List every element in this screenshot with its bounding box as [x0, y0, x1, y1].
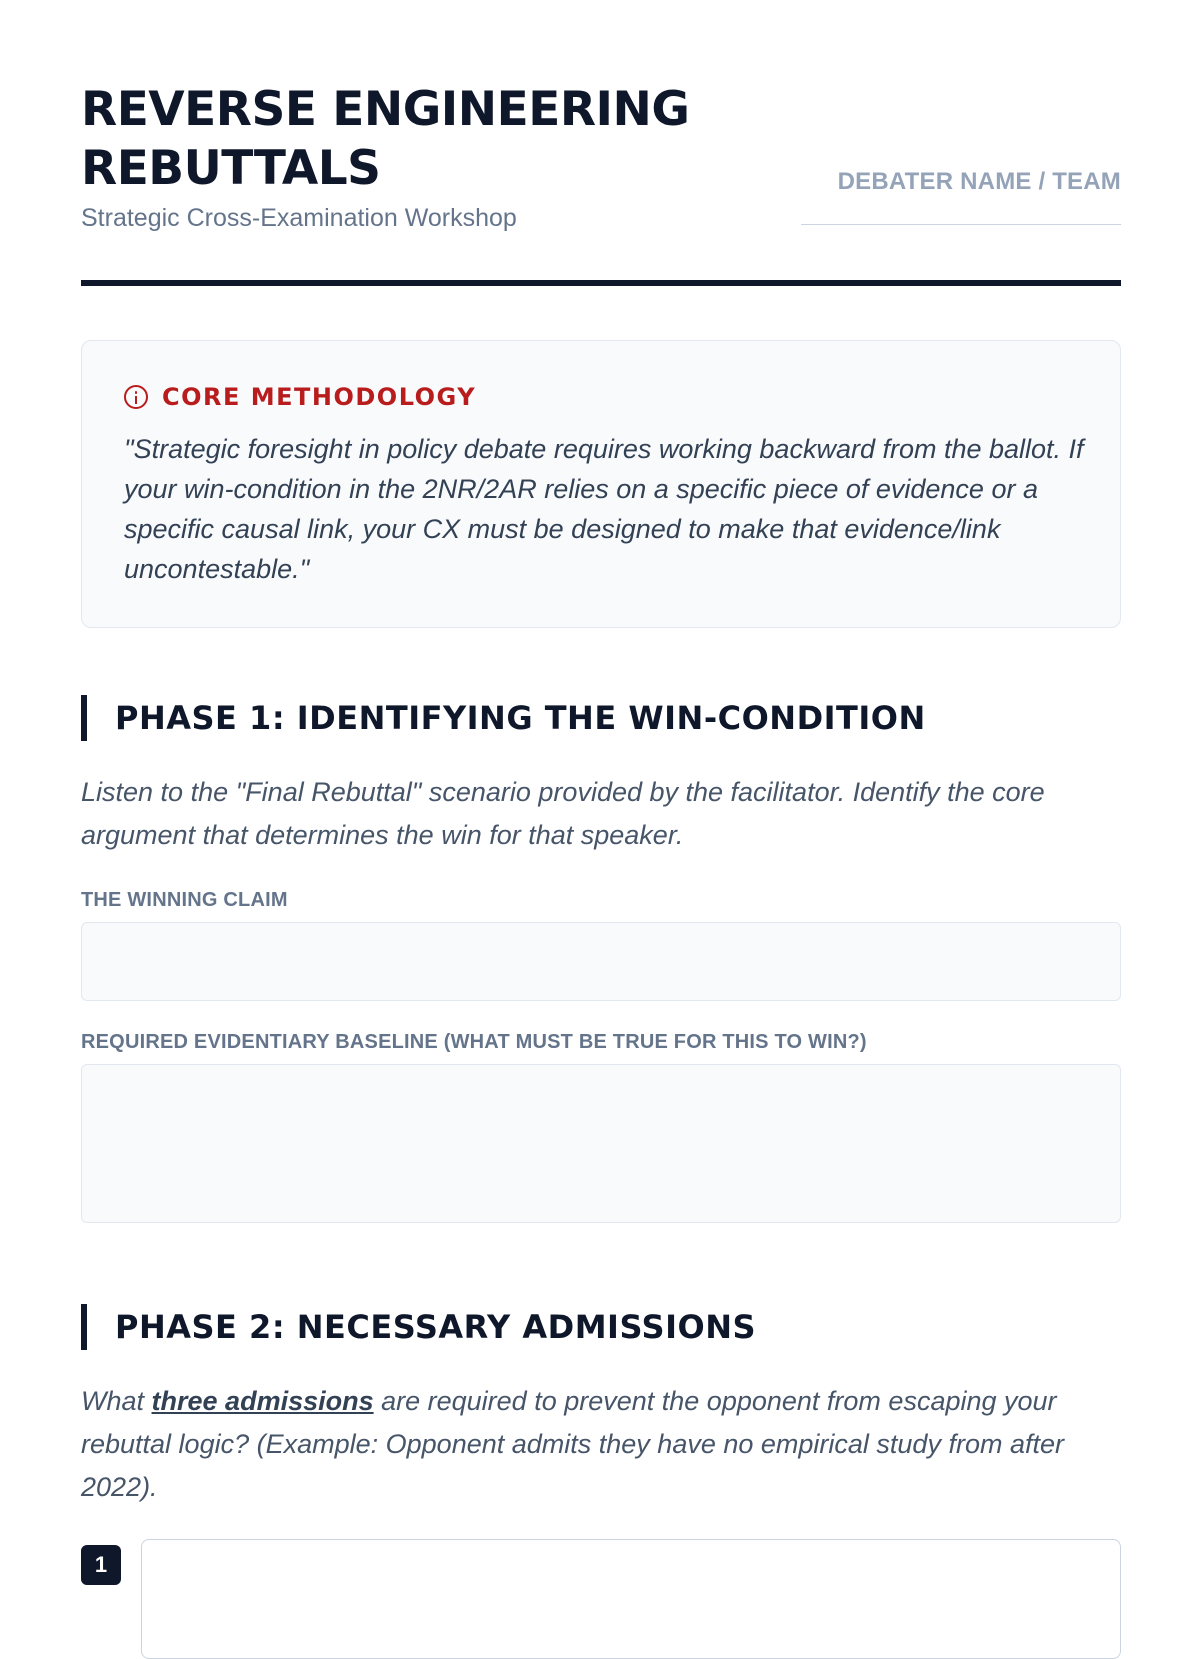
debater-name-block: [801, 168, 1121, 225]
evidentiary-baseline-label: REQUIRED EVIDENTIARY BASELINE (WHAT MUST BE TRUE FOR THIS TO WIN?): [81, 1031, 867, 1053]
title-line-1: REVERSE ENGINEERING: [81, 82, 690, 137]
phase-2-title: PHASE 2: NECESSARY ADMISSIONS: [115, 1308, 757, 1346]
phase-1-heading: [81, 695, 1121, 741]
phase-accent-bar: [81, 695, 87, 741]
worksheet-header: [81, 80, 1121, 286]
admission-number-badge: 1: [81, 1545, 121, 1585]
core-methodology-callout: [81, 340, 1121, 628]
methodology-quote: "Strategic foresight in policy debate requires working backward from the ballot. If your win-condition in the 2NR/2AR relies on a specific piece of evidence or a specific causal link, your CX must be designed to make that evidence/link uncontestable.": [124, 434, 1084, 584]
phase-2-description: [81, 1380, 1121, 1509]
winning-claim-label: THE WINNING CLAIM: [81, 889, 288, 911]
phase-2-heading: [81, 1304, 1121, 1350]
debater-name-field[interactable]: [801, 224, 1121, 225]
phase-1-title: PHASE 1: IDENTIFYING THE WIN-CONDITION: [115, 699, 926, 737]
page-title: [81, 80, 761, 198]
phase-2-description-emphasis: three admissions: [151, 1386, 374, 1416]
debater-name-label: DEBATER NAME / TEAM: [837, 168, 1121, 195]
phase-accent-bar: [81, 1304, 87, 1350]
worksheet-page: [81, 80, 1121, 1659]
phase-1-description: Listen to the "Final Rebuttal" scenario provided by the facilitator. Identify the core argument that determines the win for that speaker.: [81, 777, 1045, 850]
phase-2-section: [81, 1304, 1121, 1659]
winning-claim-input[interactable]: [81, 922, 1121, 1001]
page-subtitle: Strategic Cross-Examination Workshop: [81, 204, 517, 232]
phase-1-section: [81, 695, 1121, 1223]
phase-2-description-start: What: [81, 1386, 152, 1416]
phase-2-description-end: are required to prevent the opponent from escaping your rebuttal logic? (Example: Opponent admits they have no empirical study from after 2022).: [81, 1386, 1064, 1502]
admission-1-input[interactable]: [141, 1539, 1121, 1659]
methodology-title: CORE METHODOLOGY: [162, 383, 477, 411]
info-circle-icon: [124, 385, 148, 409]
title-line-2: REBUTTALS: [81, 141, 381, 196]
methodology-heading: [124, 381, 1078, 413]
evidentiary-baseline-input[interactable]: [81, 1064, 1121, 1223]
header-divider: [81, 280, 1121, 286]
admission-row: [81, 1539, 1121, 1659]
